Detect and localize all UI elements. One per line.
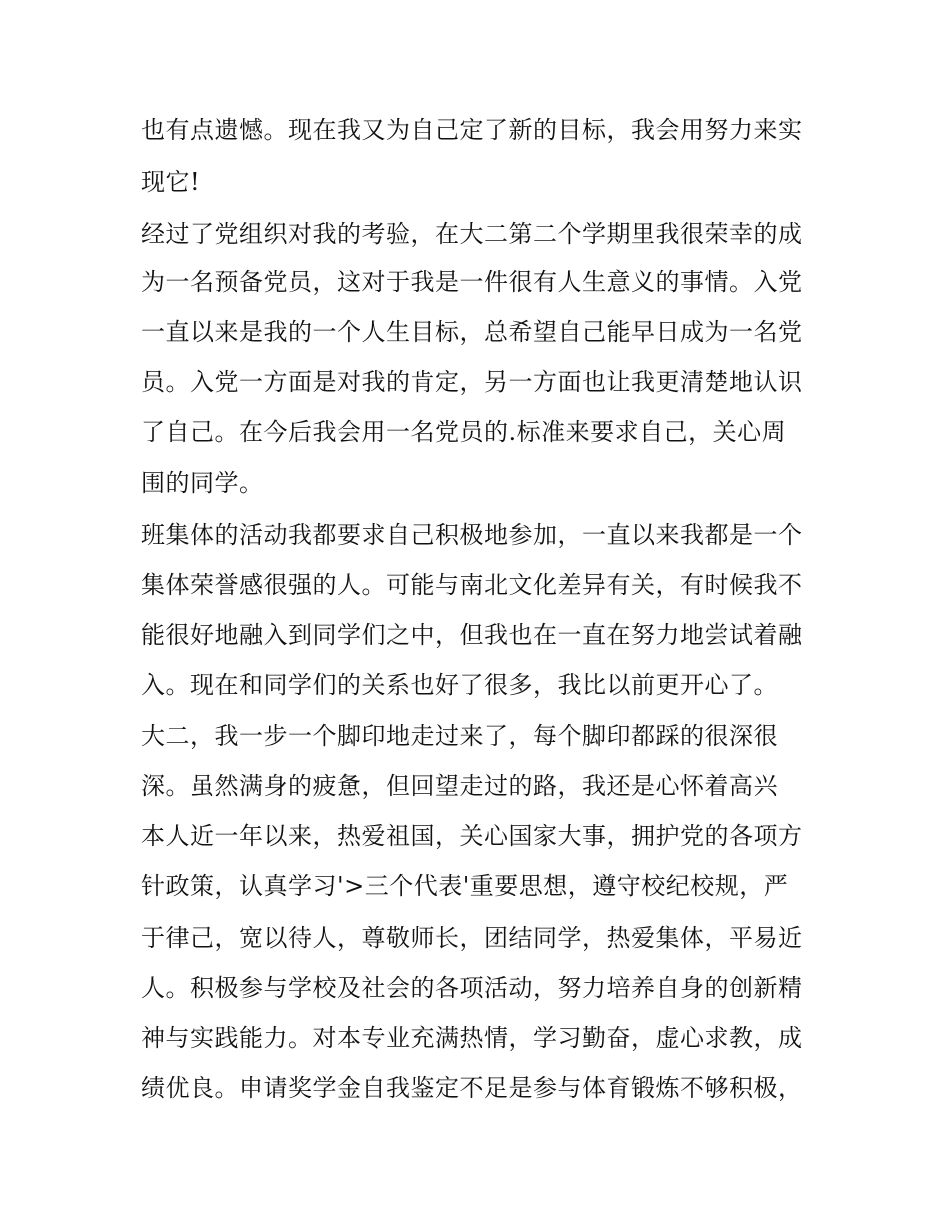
text-line: 也有点遗憾。现在我又为自己定了新的目标，我会用努力来实: [141, 116, 803, 144]
text-line: 大二，我一步一个脚印地走过来了，每个脚印都踩的很深很: [141, 722, 778, 750]
text-line: 班集体的活动我都要求自己积极地参加，一直以来我都是一个: [141, 521, 803, 549]
text-line: 针政策，认真学习'>三个代表'重要思想，遵守校纪校规，严: [141, 872, 789, 900]
text-line: 于律己，宽以待人，尊敬师长，团结同学，热爱集体，平易近: [141, 924, 803, 952]
text-line: 本人近一年以来，热爱祖国，关心国家大事，拥护党的各项方: [141, 822, 803, 850]
text-line: 深。虽然满身的疲惫，但回望走过的路，我还是心怀着高兴: [141, 772, 778, 800]
text-line: 为一名预备党员，这对于我是一件很有人生意义的事情。入党: [141, 268, 803, 296]
text-line: 围的同学。: [141, 469, 264, 497]
text-line: 一直以来是我的一个人生目标，总希望自己能早日成为一名党: [141, 318, 803, 346]
text-line: 员。入党一方面是对我的肯定，另一方面也让我更清楚地认识: [141, 368, 803, 396]
text-line: 现它!: [141, 168, 201, 196]
text-line: 神与实践能力。对本专业充满热情，学习勤奋，虚心求教，成: [141, 1024, 803, 1052]
text-line: 了自己。在今后我会用一名党员的.标准来要求自己，关心周: [141, 418, 787, 446]
text-line: 经过了党组织对我的考验，在大二第二个学期里我很荣幸的成: [141, 220, 803, 248]
text-line: 人。积极参与学校及社会的各项活动，努力培养自身的创新精: [141, 974, 803, 1002]
text-line: 集体荣誉感很强的人。可能与南北文化差异有关，有时候我不: [141, 571, 803, 599]
text-line: 入。现在和同学们的关系也好了很多，我比以前更开心了。: [141, 671, 778, 699]
text-line: 能很好地融入到同学们之中，但我也在一直在努力地尝试着融: [141, 621, 803, 649]
text-line: 绩优良。申请奖学金自我鉴定不足是参与体育锻炼不够积极，: [141, 1074, 803, 1102]
